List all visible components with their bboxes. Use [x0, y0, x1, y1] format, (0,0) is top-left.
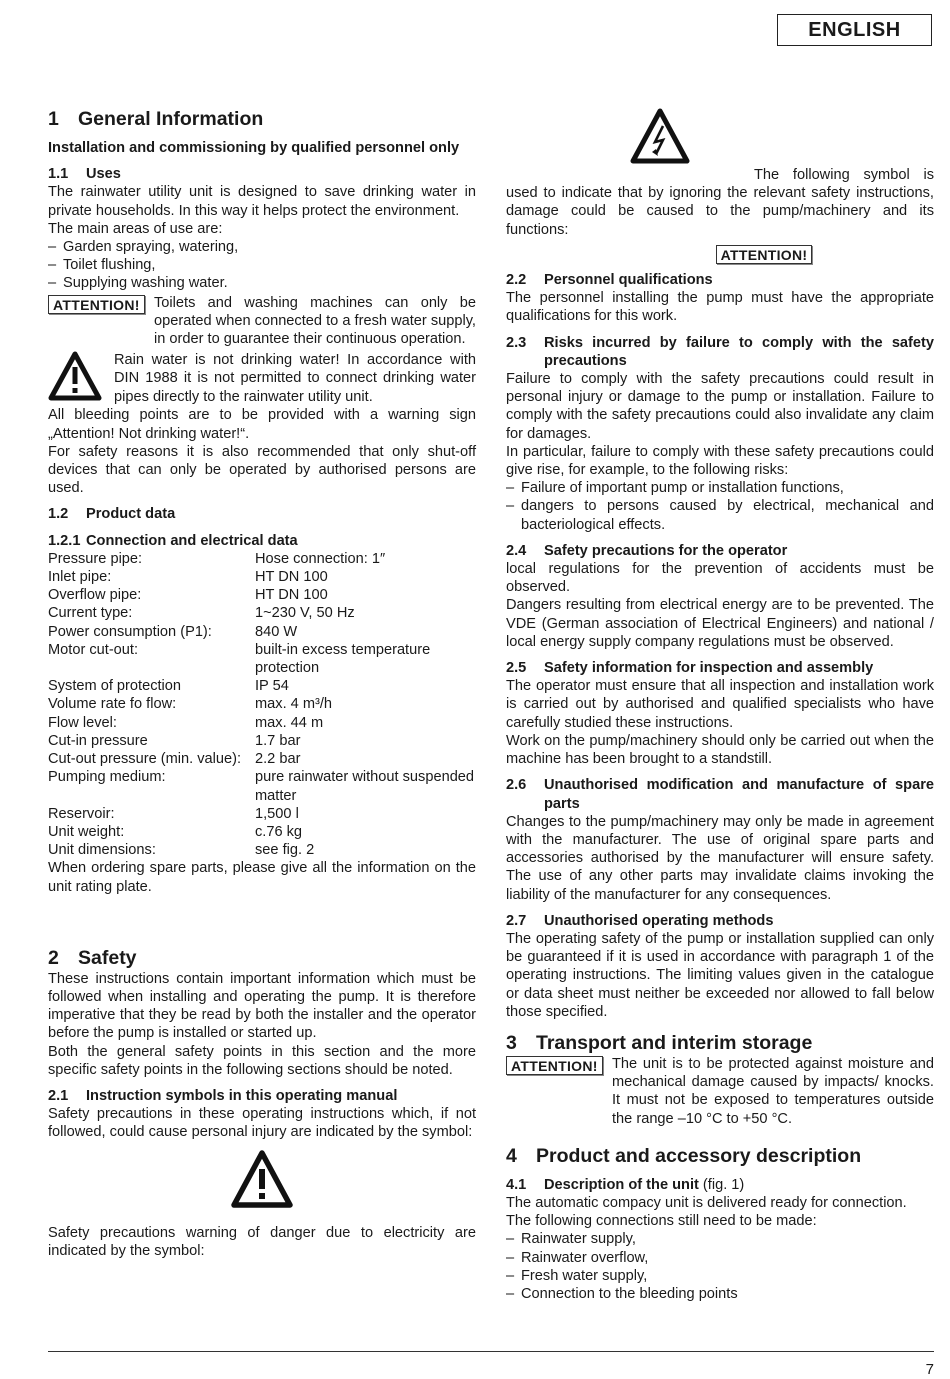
paragraph: The following symbol is used to indicate that by ignoring the relevant safety instructions, damage could be caused to the pump/machinery and its functions:	[506, 167, 934, 238]
section-title: Safety precautions for the operator	[544, 542, 788, 559]
section-number: 2.7	[506, 912, 527, 929]
paragraph: These instructions contain important information which must be followed when installing and operating the pump. It is therefore imperative that they be read by both the installer and the operator before the pump is installed or started up.	[48, 970, 476, 1042]
page-number: 7	[925, 1361, 934, 1378]
warning-triangle-icon	[48, 351, 102, 406]
section-number: 2.1	[48, 1087, 69, 1104]
section-title: Instruction symbols in this operating manual	[86, 1087, 398, 1104]
list-item: – Failure of important pump or installation functions,	[506, 479, 934, 497]
warning-block	[48, 351, 476, 406]
list-item: – dangers to persons caused by electrical, mechanical and bacteriological effects.	[506, 497, 934, 533]
section-1-1-heading	[48, 165, 476, 183]
paragraph: The personnel installing the pump must have the appropriate qualifications for this work.	[506, 290, 934, 325]
paragraph: Dangers resulting from electrical energy are to be prevented. The VDE (German association of Electrical Engineers) and national / local energy supply company regulations must be observed.	[506, 597, 934, 650]
section-title: Transport and interim storage	[536, 1031, 813, 1054]
section-4-heading	[506, 1144, 934, 1168]
section-2-3-heading	[506, 334, 934, 370]
section-2-1-heading	[48, 1087, 476, 1105]
section-4-1-heading	[506, 1176, 934, 1194]
spec-label: Volume rate fo flow:	[48, 696, 177, 713]
section-number: 1.2	[48, 506, 69, 523]
paragraph: The main areas of use are:	[48, 220, 223, 237]
list-item: – Rainwater supply,	[506, 1230, 934, 1248]
attention-badge: ATTENTION!	[716, 245, 813, 264]
section-2-2-heading	[506, 271, 934, 289]
spec-value: 840 W	[255, 623, 298, 640]
spec-label: Inlet pipe:	[48, 569, 112, 586]
section-1-2-heading	[48, 505, 476, 523]
paragraph: The automatic compacy unit is delivered ready for connection.	[506, 1194, 907, 1211]
paragraph: Changes to the pump/machinery may only be made in agreement with the manufacturer. The use of original spare parts and accessories authorised by the manufacturer will ensure safety. The use of any other parts may invalidate claims invoking the liability of the manufacturer for any consequences.	[506, 813, 934, 903]
section-title: Safety information for inspection and assembly	[544, 660, 874, 677]
spec-label: Pumping medium:	[48, 769, 166, 786]
right-column	[506, 108, 934, 1303]
attention-symbol-block	[506, 245, 934, 265]
section-2-7-heading	[506, 912, 934, 930]
paragraph: All bleeding points are to be provided with a warning sign „Attention! Not drinking water!“.	[48, 407, 476, 442]
section-title: Product and accessory description	[536, 1144, 862, 1167]
attention-badge: ATTENTION!	[506, 1056, 603, 1075]
section-number: 2.2	[506, 272, 527, 289]
paragraph: When ordering spare parts, please give all the information on the unit rating plate.	[48, 860, 476, 895]
list-item: – Supplying washing water.	[48, 274, 476, 292]
section-2-4-heading	[506, 542, 934, 560]
section-title: Description of the unit	[544, 1176, 699, 1193]
paragraph: The following connections still need to be made:	[506, 1213, 817, 1230]
section-number: 4	[506, 1144, 517, 1167]
spec-label: Overflow pipe:	[48, 587, 142, 604]
spec-value: 2.2 bar	[255, 751, 301, 768]
attention-text: Toilets and washing machines can only be operated when connected to a fresh water supply, in order to guarantee their continuous operation.	[154, 294, 476, 348]
list-item: – Connection to the bleeding points	[506, 1285, 934, 1303]
section-number: 2.3	[506, 334, 527, 351]
list-item: – Fresh water supply,	[506, 1267, 934, 1285]
section-title: Safety	[78, 946, 137, 969]
section-1-2-1-heading	[48, 532, 476, 550]
language-label: ENGLISH	[777, 14, 932, 46]
spec-value: HT DN 100	[255, 587, 328, 604]
spec-label: Cut-in pressure	[48, 732, 148, 749]
section-1-heading	[48, 107, 476, 131]
paragraph: The rainwater utility unit is designed to save drinking water in private households. In this way it helps protect the environment.	[48, 184, 476, 219]
paragraph: For safety reasons it is also recommended that only shut-off devices that can only be operated by authorised persons are used.	[48, 443, 476, 497]
left-column	[48, 100, 476, 1260]
paragraph: local regulations for the prevention of accidents must be observed.	[506, 561, 934, 596]
paragraph: Safety precautions in these operating instructions which, if not followed, could cause personal injury are indicated by the symbol:	[48, 1106, 476, 1141]
section-title: Unauthorised operating methods	[544, 912, 774, 929]
section-title: Product data	[86, 506, 176, 523]
spec-value: 1.7 bar	[255, 732, 301, 749]
risks-list	[506, 479, 934, 534]
warning-symbol-block	[48, 1150, 476, 1212]
section-number: 2	[48, 946, 59, 969]
spec-table	[48, 550, 476, 859]
attention-text: The unit is to be protected against moisture and mechanical damage caused by impacts/ knocks. It must not be exposed to temperatures outside the range –10 °C to +50 °C.	[612, 1055, 934, 1127]
spec-value: IP 54	[255, 678, 289, 695]
list-item: – Garden spraying, watering,	[48, 238, 476, 256]
attention-badge: ATTENTION!	[48, 295, 145, 314]
connections-list	[506, 1230, 934, 1303]
spec-value: c.76 kg	[255, 823, 303, 840]
paragraph: Both the general safety points in this section and the more specific safety points in the following sections should be noted.	[48, 1043, 476, 1078]
paragraph: Safety precautions warning of danger due to electricity are indicated by the symbol:	[48, 1224, 476, 1259]
paragraph: Work on the pump/machinery should only be carried out when the machine has been brought to a standstill.	[506, 732, 934, 768]
section-number: 1.1	[48, 166, 69, 183]
spec-label: System of protection	[48, 678, 182, 695]
spec-value: built-in excess temperature protection	[255, 641, 431, 677]
electric-symbol-block	[506, 108, 934, 166]
section-2-heading	[48, 946, 476, 970]
spec-value: 1~230 V, 50 Hz	[255, 605, 355, 622]
uses-list	[48, 238, 476, 293]
section-number: 1	[48, 108, 59, 130]
spec-value: Hose connection: 1″	[255, 550, 386, 567]
section-title: Unauthorised modification and manufacture of spare parts	[544, 777, 934, 812]
warning-text: Rain water is not drinking water! In accordance with DIN 1988 it is not permitted to connect drinking water pipes directly to the rainwater utility unit.	[114, 352, 476, 405]
section-number: 3	[506, 1031, 517, 1054]
section-1-subtitle: Installation and commissioning by qualified personnel only	[48, 140, 460, 156]
spec-label: Reservoir:	[48, 805, 115, 822]
spec-label: Unit weight:	[48, 823, 125, 840]
spec-label: Power consumption (P1):	[48, 623, 212, 640]
figure-reference: (fig. 1)	[702, 1176, 745, 1193]
electric-warning-icon	[630, 108, 690, 169]
section-2-6-heading	[506, 776, 934, 812]
section-number: 2.4	[506, 542, 527, 559]
section-number: 2.6	[506, 777, 527, 794]
section-number: 2.5	[506, 660, 527, 677]
spec-value: max. 44 m	[255, 714, 324, 731]
paragraph: In particular, failure to comply with these safety precautions could give rise, for example, to the following risks:	[506, 443, 934, 479]
spec-value: 1,500 l	[255, 805, 299, 822]
list-item: – Rainwater overflow,	[506, 1249, 934, 1267]
footer-divider	[48, 1351, 934, 1352]
attention-block	[506, 1055, 934, 1128]
section-title: General Information	[78, 108, 264, 130]
spec-label: Flow level:	[48, 714, 117, 731]
section-number: 1.2.1	[48, 532, 81, 549]
section-title: Connection and electrical data	[86, 532, 298, 549]
spec-value: pure rainwater without suspended matter	[255, 769, 475, 804]
list-item: – Toilet flushing,	[48, 256, 476, 274]
attention-block	[48, 294, 476, 349]
spec-label: Unit dimensions:	[48, 842, 156, 859]
spec-label: Pressure pipe:	[48, 550, 143, 567]
paragraph: The operating safety of the pump or installation supplied can only be guaranteed if it is used in accordance with paragraph 1 of the operating instructions. The limiting values given in the catalogue or data sheet must neither be exceeded nor allowed to fall below those specified.	[506, 930, 934, 1020]
paragraph: The operator must ensure that all inspection and installation work is carried out by authorised and qualified specialists who have carefully studied these instructions.	[506, 678, 934, 731]
section-title: Personnel qualifications	[544, 272, 713, 289]
spec-label: Motor cut-out:	[48, 641, 139, 658]
section-title: Uses	[86, 166, 121, 183]
spec-value: HT DN 100	[255, 569, 328, 586]
section-3-heading	[506, 1031, 934, 1055]
spec-label: Cut-out pressure (min. value):	[48, 751, 242, 768]
section-2-5-heading	[506, 659, 934, 677]
paragraph: Failure to comply with the safety precautions could result in personal injury or damage to the pump or installation. Failure to comply with the safety precautions could also invalidate any claim for damages.	[506, 371, 934, 442]
section-title: Risks incurred by failure to comply with the safety precautions	[544, 334, 934, 369]
warning-triangle-icon	[231, 1196, 293, 1212]
spec-value: see fig. 2	[255, 842, 315, 859]
spec-label: Current type:	[48, 605, 133, 622]
section-number: 4.1	[506, 1176, 527, 1193]
spec-value: max. 4 m³/h	[255, 696, 333, 713]
